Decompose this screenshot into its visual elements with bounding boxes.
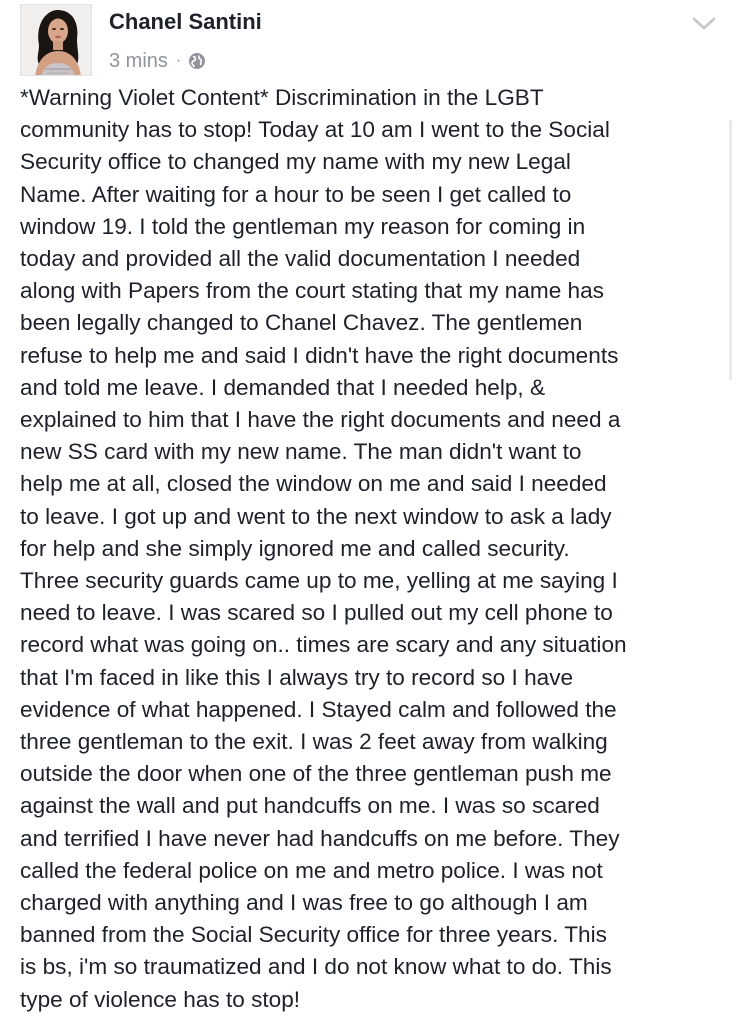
post-text-line: type of violence has to stop!: [20, 986, 301, 1012]
post-text-line: against the wall and put handcuffs on me. I was so scared: [20, 793, 600, 819]
post-header: [20, 4, 730, 76]
post-text-line: along with Papers from the court stating that my name has: [20, 278, 604, 304]
post-text-line: for help and she simply ignored me and called security.: [20, 535, 570, 561]
scrollbar[interactable]: [729, 120, 732, 380]
post-text-line: to leave. I got up and went to the next window to ask a lady: [20, 503, 612, 529]
post-text-line: refuse to help me and said I didn't have the right documents: [20, 342, 619, 368]
post-text-line: three gentleman to the exit. I was 2 feet away from walking: [20, 729, 608, 755]
author-name[interactable]: Chanel Santini: [109, 9, 262, 34]
post-text-line: Name. After waiting for a hour to be seen I get called to: [20, 181, 572, 207]
post-text-line: outside the door when one of the three gentleman push me: [20, 761, 612, 787]
post-text-line: and terrified I have never had handcuffs on me before. They: [20, 825, 620, 851]
post-text-line: Three security guards came up to me, yelling at me saying I: [20, 568, 618, 594]
post-text-line: called the federal police on me and metro police. I was not: [20, 857, 603, 883]
post-text-line: new SS card with my new name. The man didn't want to: [20, 439, 582, 465]
post-text-line: evidence of what happened. I Stayed calm and followed the: [20, 696, 617, 722]
post-text-line: Security office to changed my name with my new Legal: [20, 149, 571, 175]
meta-separator: ·: [175, 52, 182, 69]
post-text-line: charged with anything and I was free to go although I am: [20, 890, 588, 916]
post-text-line: banned from the Social Security office for three years. This: [20, 922, 607, 948]
post-text-line: today and provided all the valid documentation I needed: [20, 246, 581, 272]
post-text-line: need to leave. I was scared so I pulled out my cell phone to: [20, 600, 613, 626]
post-text-line: is bs, i'm so traumatized and I do not know what to do. This: [20, 954, 612, 980]
post-timestamp[interactable]: 3 mins: [109, 49, 168, 72]
post-text-line: help me at all, closed the window on me and said I needed: [20, 471, 607, 497]
post-text-line: explained to him that I have the right documents and need a: [20, 407, 621, 433]
chevron-down-icon[interactable]: [690, 12, 718, 34]
post-text-line: community has to stop! Today at 10 am I went to the Social: [20, 117, 610, 143]
post-text-line: that I'm faced in like this I always try to record so I have: [20, 664, 574, 690]
post-meta: [109, 48, 206, 74]
post-text-line: and told me leave. I demanded that I needed help, &: [20, 374, 546, 400]
post-text: [20, 82, 720, 1016]
avatar[interactable]: [20, 4, 92, 76]
post-text-line: window 19. I told the gentleman my reason for coming in: [20, 213, 586, 239]
globe-icon[interactable]: [188, 52, 206, 70]
post-text-line: *Warning Violet Content* Discrimination in the LGBT: [20, 85, 544, 110]
post-text-line: record what was going on.. times are scary and any situation: [20, 632, 627, 658]
post-text-line: been legally changed to Chanel Chavez. The gentlemen: [20, 310, 583, 336]
